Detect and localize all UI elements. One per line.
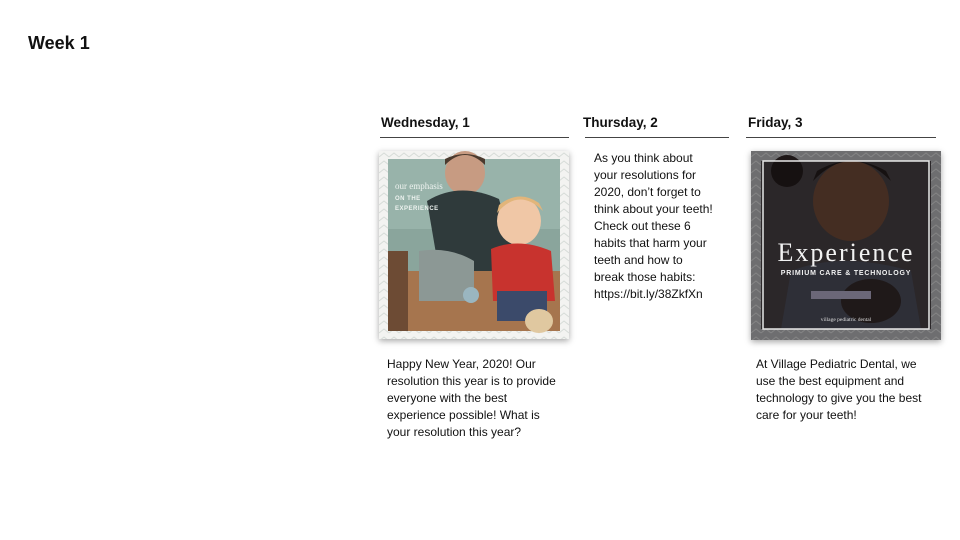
post-text-thursday <box>594 150 734 303</box>
text-line: technology to give you the best <box>756 391 922 405</box>
post-image-wednesday[interactable] <box>379 151 569 339</box>
text-line: care for your teeth! <box>756 408 857 422</box>
overlay-text-experience: EXPERIENCE <box>395 206 439 212</box>
text-line: At Village Pediatric Dental, we <box>756 357 917 371</box>
overlay-subtitle: PRIMIUM CARE & TECHNOLOGY <box>780 270 912 277</box>
overlay-text-emphasis: our emphasis <box>395 181 443 191</box>
text-line: Check out these 6 <box>594 219 691 233</box>
text-line: resolution this year is to provide <box>387 374 556 388</box>
overlay-text-on-the: ON THE <box>395 196 421 202</box>
text-line: habits that harm your <box>594 236 707 250</box>
overlay-brand: village pediatric dental <box>820 317 872 323</box>
week-title: Week 1 <box>28 33 90 53</box>
post-text-friday <box>756 356 946 424</box>
text-line: teeth and how to <box>594 253 683 267</box>
text-line: your resolutions for <box>594 168 697 182</box>
day-header-friday: Friday, 3 <box>748 115 803 130</box>
day-header-thursday: Thursday, 2 <box>583 115 658 130</box>
post-image-friday[interactable] <box>751 151 941 340</box>
text-line: experience possible! What is <box>387 408 540 422</box>
text-line: everyone with the best <box>387 391 508 405</box>
post-link[interactable]: https://bit.ly/38ZkfXn <box>594 287 703 301</box>
text-line: break those habits: <box>594 270 696 284</box>
text-line: think about your teeth! <box>594 202 713 216</box>
day-divider-friday <box>746 137 936 138</box>
text-line: your resolution this year? <box>387 425 522 439</box>
day-divider-wednesday <box>380 137 569 138</box>
day-header-wednesday: Wednesday, 1 <box>381 115 470 130</box>
text-line: use the best equipment and <box>756 374 905 388</box>
day-divider-thursday <box>585 137 729 138</box>
overlay-title-experience: Experience <box>777 238 915 267</box>
text-line: Happy New Year, 2020! Our <box>387 357 536 371</box>
text-line: As you think about <box>594 151 693 165</box>
post-text-wednesday <box>387 356 569 441</box>
text-line: 2020, don’t forget to <box>594 185 701 199</box>
